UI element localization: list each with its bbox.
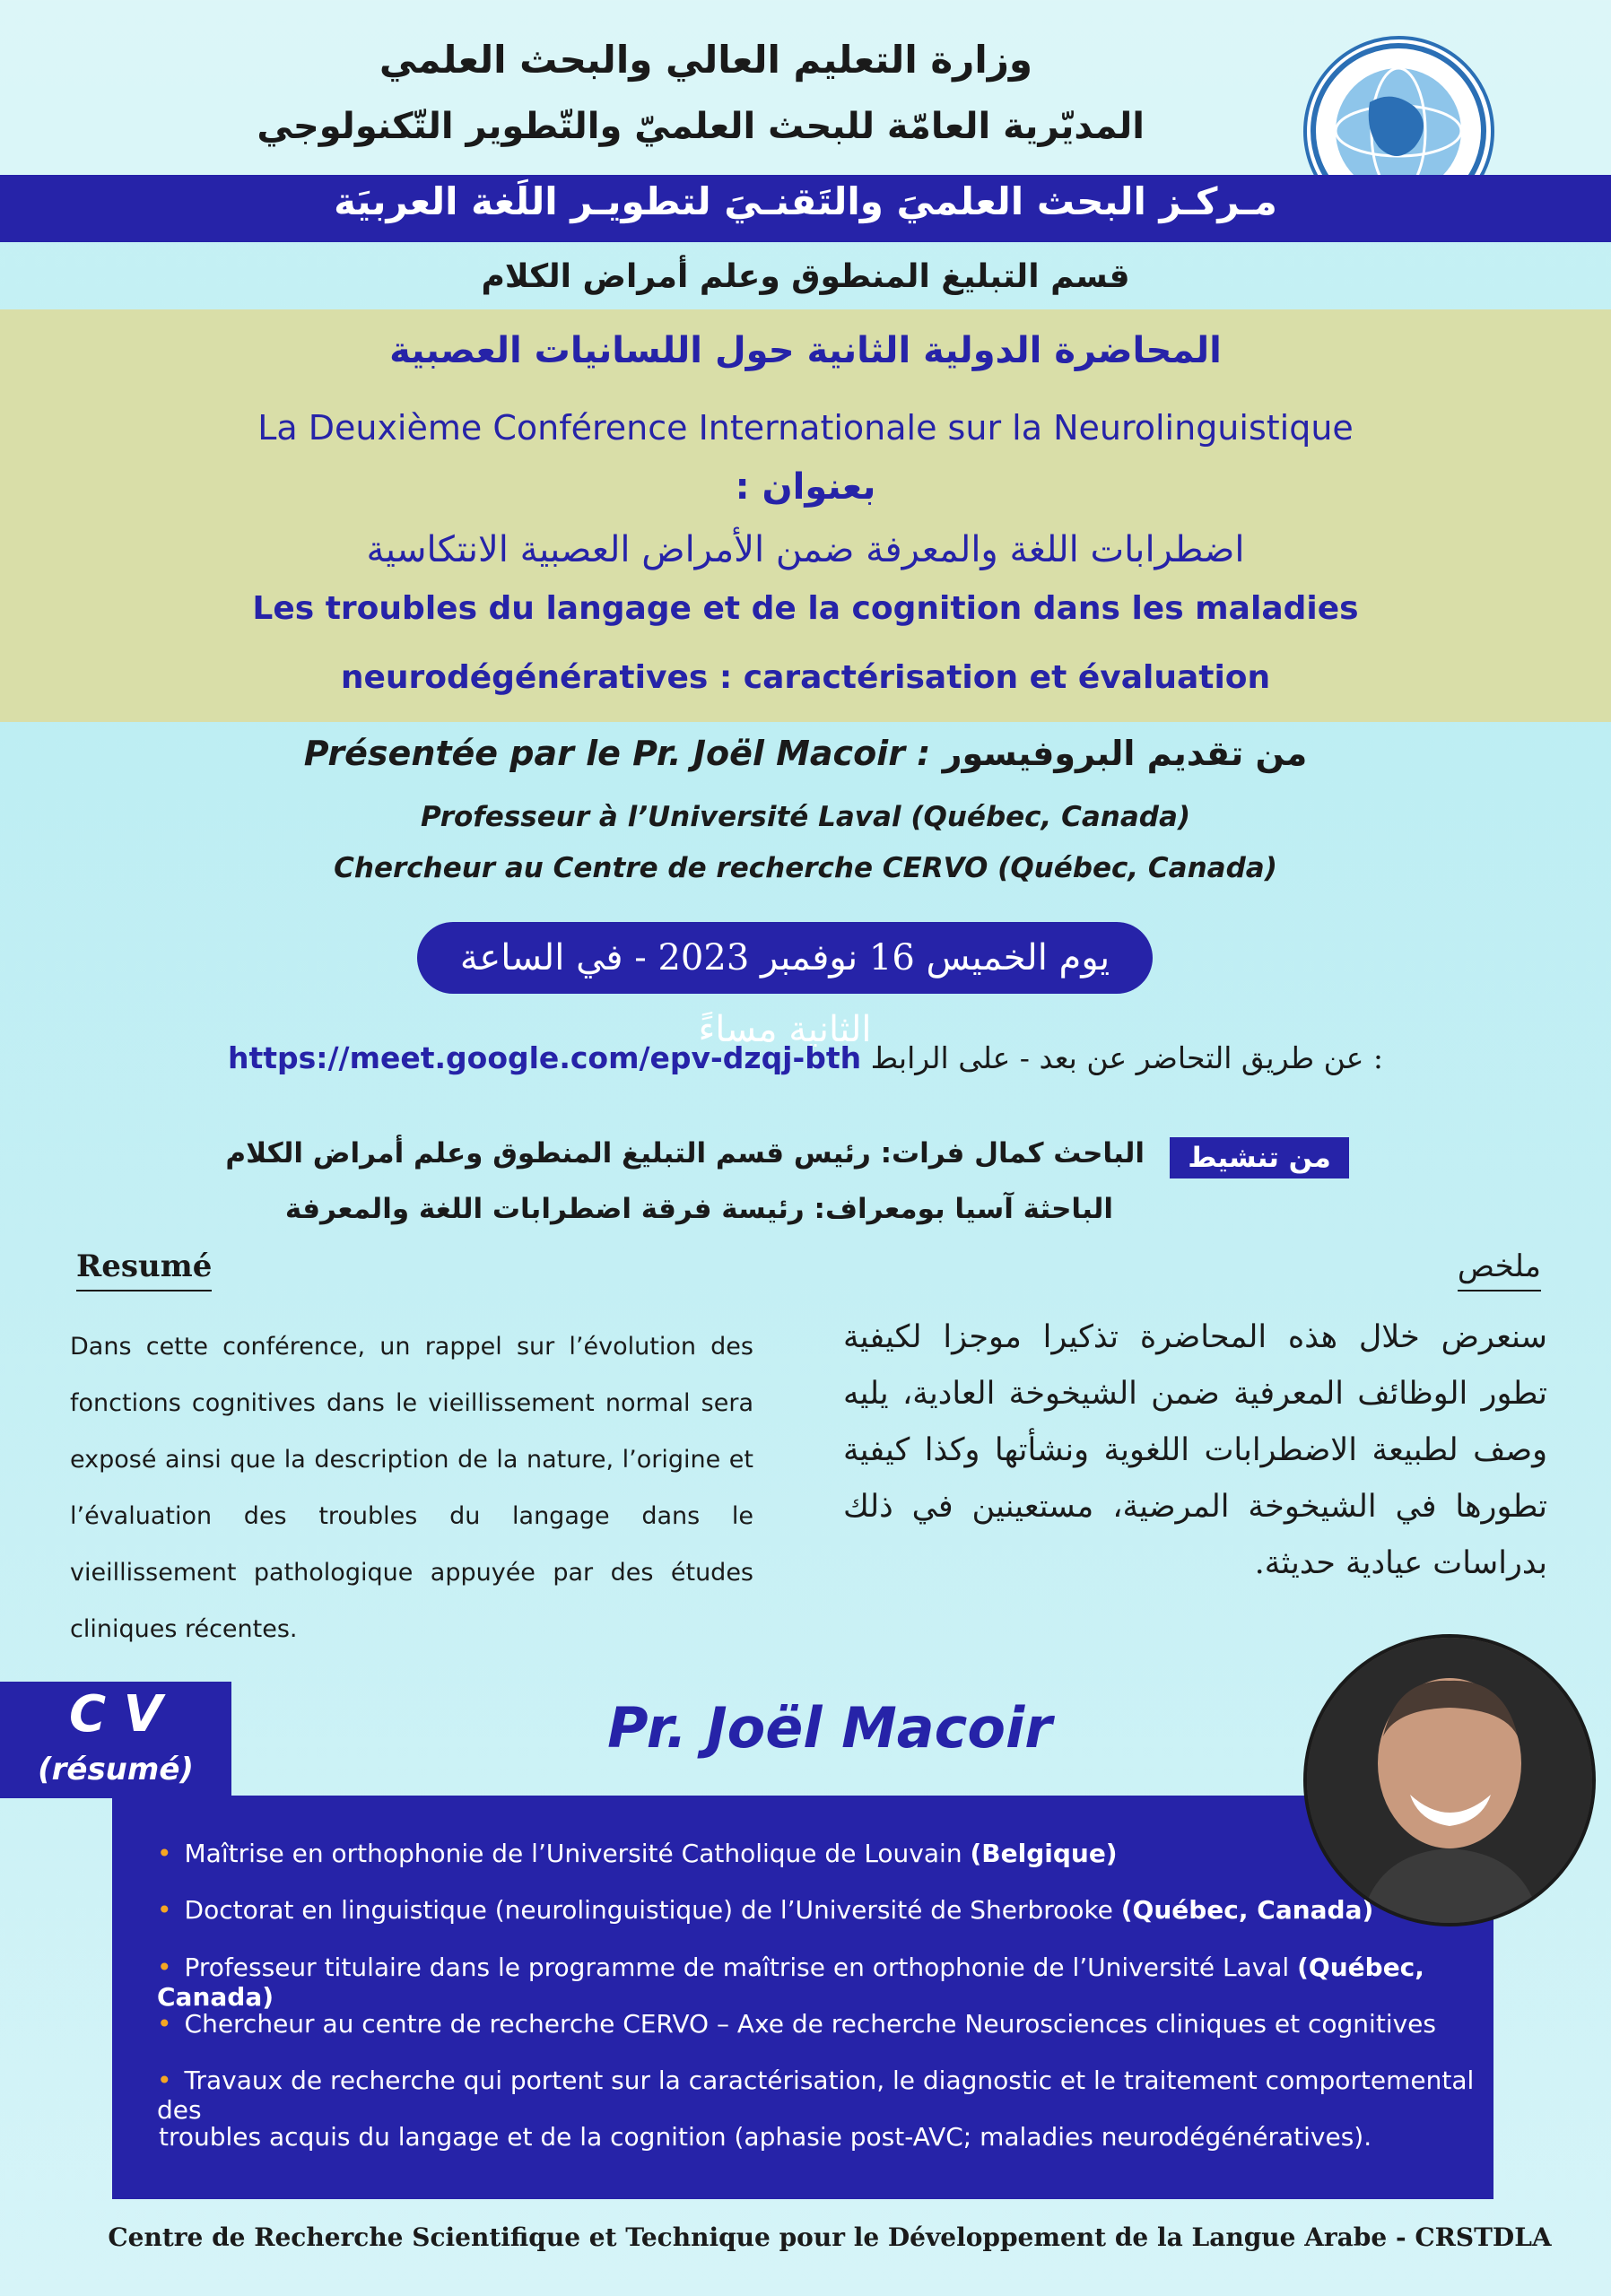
meeting-link[interactable]: https://meet.google.com/epv-dzqj-bth bbox=[227, 1040, 862, 1075]
link-label: عن طريق التحاضر عن بعد - على الرابط : bbox=[870, 1040, 1384, 1075]
bullet-icon: • bbox=[157, 1895, 172, 1925]
speaker-position-2: Chercheur au Centre de recherche CERVO (Québec, Canada) bbox=[334, 852, 1277, 884]
conference-title-fr: La Deuxième Conférence Internationale sur la Neurolinguistique bbox=[257, 408, 1354, 448]
resume-text: Dans cette conférence, un rappel sur l’évolution des fonctions cognitives dans le vieillissement normal sera exposé ainsi que la description de la nature, l’origine et l’évaluation des troubles du langage dans le vieillissement pathologique appuyée par des études cliniques récentes. bbox=[70, 1333, 753, 1643]
presented-by-ar: من تقديم البروفيسور bbox=[942, 734, 1308, 773]
topic-ar: اضطرابات اللغة والمعرفة ضمن الأمراض العصبية الانتكاسية bbox=[366, 529, 1245, 570]
cv-item-bold: (Québec, Canada) bbox=[1120, 1895, 1374, 1925]
cv-item-text: Doctorat en linguistique (neurolinguistique) de l’Université de Sherbrooke bbox=[184, 1895, 1121, 1925]
directorate-title: المديّرية العامّة للبحث العلميّ والتّطوير التّكنولوجي bbox=[257, 106, 1145, 147]
cv-subtitle: (résumé) bbox=[38, 1752, 194, 1787]
presented-by-fr: Présentée par le Pr. Joël Macoir : bbox=[303, 734, 931, 773]
link-row bbox=[0, 1040, 1611, 1075]
cv-speaker-name: Pr. Joël Macoir bbox=[607, 1695, 1052, 1761]
cv-item-continuation: troubles acquis du langage et de la cognition (aphasie post-AVC; maladies neurodégénératives). bbox=[159, 2122, 1372, 2152]
cv-item-text: Chercheur au centre de recherche CERVO – Axe de recherche Neurosciences cliniques et cognitives bbox=[184, 2009, 1436, 2039]
mulakhas-heading: ملخص bbox=[1458, 1248, 1541, 1292]
presented-by bbox=[0, 734, 1611, 773]
cv-panel bbox=[112, 1796, 1493, 2199]
moderation-badge: من تنشيط bbox=[1170, 1137, 1349, 1178]
ministry-title: وزارة التعليم العالي والبحث العلمي bbox=[379, 38, 1032, 82]
cv-item-text: Travaux de recherche qui portent sur la caractérisation, le diagnostic et le traitement comportemental des bbox=[157, 2066, 1475, 2125]
cv-item-text: Maîtrise en orthophonie de l’Université Catholique de Louvain bbox=[184, 1839, 971, 1868]
cv-title: C V bbox=[69, 1685, 162, 1744]
bullet-icon: • bbox=[157, 1952, 172, 1982]
topic-fr-line1: Les troubles du langage et de la cognition dans les maladies bbox=[252, 590, 1359, 627]
moderator-2: الباحثة آسيا بومعراف: رئيسة فرقة اضطرابات اللغة والمعرفة bbox=[284, 1193, 1113, 1225]
cv-item bbox=[157, 1895, 1373, 1925]
resume-heading: Resumé bbox=[76, 1248, 212, 1292]
cv-item bbox=[157, 1952, 1493, 2012]
topic-fr-line2: neurodégénératives : caractérisation et évaluation bbox=[340, 659, 1271, 696]
cv-item bbox=[157, 2066, 1493, 2125]
speaker-photo bbox=[1303, 1634, 1596, 1926]
conference-title-ar: المحاضرة الدولية الثانية حول اللسانيات العصبية bbox=[389, 330, 1222, 371]
titled-label: بعنوان : bbox=[735, 466, 876, 508]
cv-item-text: Professeur titulaire dans le programme de maîtrise en orthophonie de l’Université Laval bbox=[184, 1952, 1298, 1982]
center-name: مـركـز البحث العلميَ والتَقنـيَ لتطويـر اللَغة العربيَة bbox=[334, 179, 1277, 223]
department-name: قسم التبليغ المنطوق وعلم أمراض الكلام bbox=[481, 258, 1130, 295]
event-date-pill: يوم الخميس 16 نوفمبر 2023 - في الساعة الثانية مساءً bbox=[417, 922, 1153, 994]
cv-item bbox=[157, 2009, 1436, 2039]
bullet-icon: • bbox=[157, 1839, 172, 1868]
moderator-1: الباحث كمال فرات: رئيس قسم التبليغ المنطوق وعلم أمراض الكلام bbox=[225, 1137, 1145, 1170]
speaker-position-1: Professeur à l’Université Laval (Québec, Canada) bbox=[420, 801, 1191, 833]
mulakhas-text: سنعرض خلال هذه المحاضرة تذكيرا موجزا لكيفية تطور الوظائف المعرفية ضمن الشيخوخة العادية، يليه وصف لطبيعة الاضطرابات اللغوية ونشأتها وكذا كيفية تطورها في الشيخوخة المرضية، مستعينين في ذلك بدراسات عيادية حديثة. bbox=[843, 1319, 1547, 1581]
footer-text: Centre de Recherche Scientifique et Technique pour le Développement de la Langue Arabe - CRSTDLA bbox=[108, 2222, 1552, 2252]
bullet-icon: • bbox=[157, 2066, 172, 2095]
portrait-icon bbox=[1307, 1638, 1592, 1923]
cv-item bbox=[157, 1839, 1118, 1868]
bullet-icon: • bbox=[157, 2009, 172, 2039]
cv-item-bold: (Belgique) bbox=[970, 1839, 1118, 1868]
cv-item-bold: (Québec, Canada) bbox=[157, 1952, 1424, 2012]
